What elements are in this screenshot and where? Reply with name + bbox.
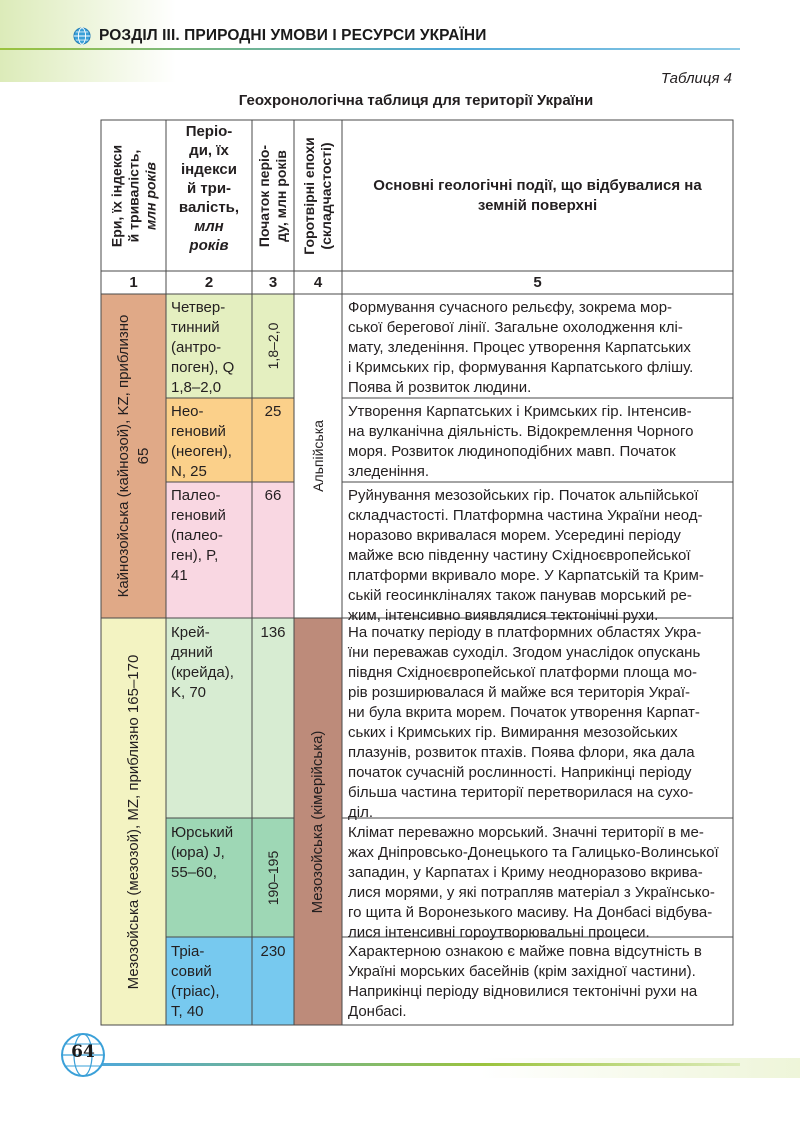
orogeny-label-alpine: Альпійська [310, 420, 326, 492]
events-quaternary: Формування сучасного рельєфу, зокрема мор- ської берегової лінії. Загальне охолодження клі- мату, зледеніння. Процес утворення Карпатських і Кримських гір, формування Карпатського флішу. Поява й розвиток людини. [348, 299, 694, 396]
header-col3: Початок періо- ду, млн років [256, 144, 289, 247]
section-title: РОЗДІЛ III. ПРИРОДНІ УМОВИ І РЕСУРСИ УКРАЇНИ [99, 27, 487, 44]
colnum-3: 3 [268, 274, 278, 291]
period-triassic: Тріа- совий (тріас), T, 40 [171, 943, 220, 1020]
colnum-4: 4 [313, 274, 323, 291]
era-label-cenozoic: Кайнозойська (кайнозой), KZ, приблизно 65 [114, 314, 152, 598]
page-number: 64 [71, 1042, 95, 1062]
events-cretaceous: На початку періоду в платформних областях Укра- їни переважав суходіл. Згодом унаслідок опускань півдня Східноєвропейської платформи площа мо- рів розширювалася й майже вся територія Украї- ни була вкрита морем. Початок утворення Карпат- ських і Кримських гір. Вимирання мезозойських плазунів, розвиток птахів. Поява флори, яка дала початок сучасній рослинності. Наприкінці періоду більша частина території перетворилася на сухо- діл. [348, 624, 702, 821]
period-quaternary: Четвер- тинний (антро- поген), Q 1,8–2,0 [171, 299, 235, 396]
events-paleogene: Руйнування мезозойських гір. Початок альпійської складчастості. Платформна частина України неод- норазово вкривалася морем. Усередині періоду майже всю південну частину Східноєвропейської платформи вкривало море. У Карпатській та Крим- ській геосинкліналях також панував морський ре- жим, інтенсивно виявлялися тектонічні рухи. [348, 487, 704, 624]
colnum-1: 1 [129, 274, 138, 291]
period-neogene: Нео- геновий (неоген), N, 25 [171, 403, 232, 480]
events-jurassic: Клімат переважно морський. Значні території в ме- жах Дніпровсько-Донецького та Галицько-Волинської западин, у Карпатах і Криму неодноразово вкрива- лися морями, у які потрапляв матеріал з Українсько- го щита й Воронезького масиву. На Донбасі відбува- лися інтенсивні гороутворювальні процеси. [348, 824, 719, 941]
table-number: Таблиця 4 [660, 70, 732, 87]
events-neogene: Утворення Карпатських і Кримських гір. Інтенсив- на вулканічна діяльність. Відокремлення Чорного моря. Розвиток людиноподібних мавп. Початок зледеніння. [348, 403, 694, 480]
orogeny-label-cimmerian: Мезозойська (кімерійська) [309, 730, 326, 913]
start-triassic: 230 [260, 943, 286, 960]
events-triassic: Характерною ознакою є майже повна відсутність в Україні морських басейнів (крім західної частини). Наприкінці періоду відновилися тектонічні рухи на Донбасі. [348, 943, 702, 1020]
header-col2: Періо- ди, їх індекси й три- валість, млн років [178, 123, 240, 254]
start-paleogene: 66 [264, 487, 282, 504]
start-cretaceous: 136 [260, 624, 286, 641]
colnum-2: 2 [204, 274, 214, 291]
start-neogene: 25 [264, 403, 282, 420]
era-label-mesozoic: Мезозойська (мезозой), MZ, приблизно 165–170 [124, 654, 142, 989]
header-col5: Основні геологічні події, що відбувалися на земній поверхні [373, 177, 702, 214]
start-quaternary: 1,8–2,0 [265, 322, 281, 370]
period-paleogene: Палео- геновий (палео- ген), P, 41 [171, 487, 226, 584]
colnum-5: 5 [533, 274, 542, 291]
table-title: Геохронологічна таблиця для території України [238, 92, 594, 109]
start-jurassic: 190–195 [265, 850, 281, 905]
period-jurassic: Юрський (юра) J, 55–60, [171, 824, 234, 881]
header-col4: Горотвірні епохи (складчастості) [301, 136, 334, 255]
footer-rule [100, 1063, 740, 1066]
header-col1: Ери, їх індекси й тривалість, млн років [108, 144, 158, 247]
footer-band [0, 1058, 800, 1078]
period-cretaceous: Крей- дяний (крейда), K, 70 [171, 624, 234, 701]
